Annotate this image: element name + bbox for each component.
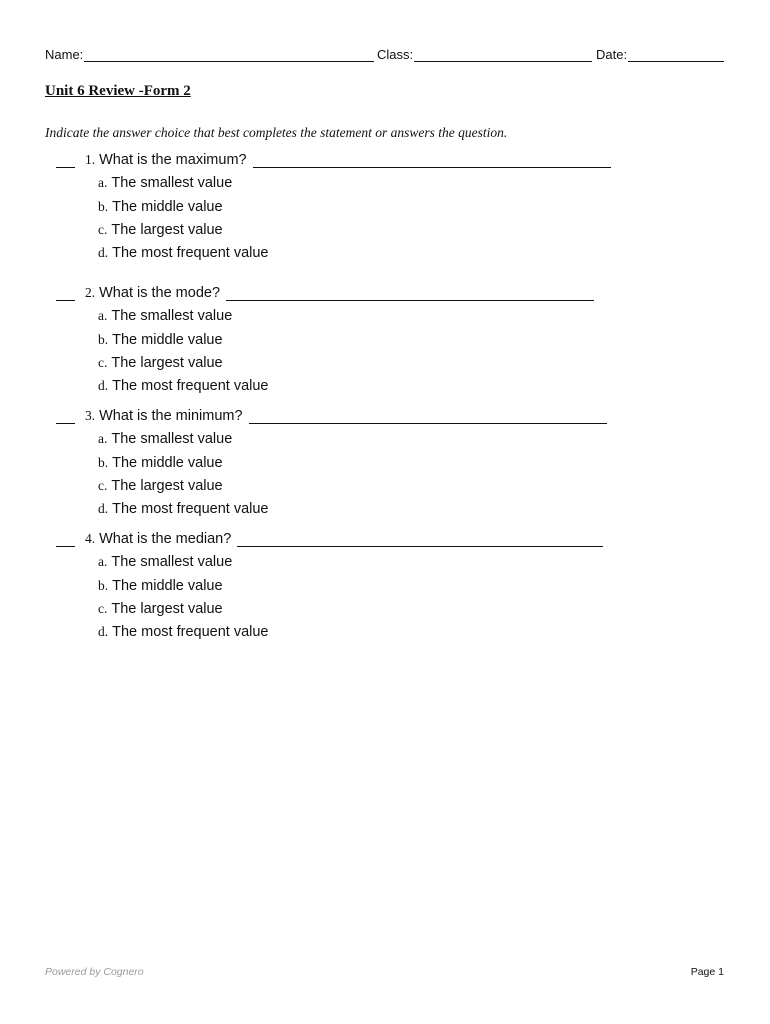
class-label: Class:	[377, 47, 414, 62]
choice-a	[98, 547, 656, 570]
question-4	[56, 527, 656, 640]
choice-letter: a.	[98, 431, 108, 447]
powered-by-text: Powered by Cognero	[45, 966, 144, 978]
choice-text: The most frequent value	[112, 501, 269, 518]
page-number: Page 1	[690, 966, 724, 978]
answer-blank[interactable]	[56, 411, 75, 424]
choice-text: The smallest value	[111, 431, 233, 448]
choice-letter: d.	[98, 378, 109, 394]
question-number: 4.	[85, 531, 96, 546]
question-line	[226, 288, 594, 301]
choice-letter: a.	[98, 554, 108, 570]
date-label: Date:	[596, 47, 628, 62]
choice-c	[98, 594, 656, 617]
name-field[interactable]	[45, 47, 374, 62]
choice-text: The middle value	[112, 198, 223, 215]
choice-text: The smallest value	[111, 175, 233, 192]
name-line[interactable]	[84, 47, 374, 62]
date-line[interactable]	[628, 47, 724, 62]
choice-letter: d.	[98, 501, 109, 517]
choice-letter: b.	[98, 331, 109, 347]
question-1	[56, 148, 656, 261]
choice-letter: c.	[98, 221, 108, 237]
choice-letter: c.	[98, 600, 108, 616]
header-fields	[45, 47, 725, 65]
choice-a	[98, 301, 656, 324]
question-number: 2.	[85, 285, 96, 300]
choice-letter: d.	[98, 245, 109, 261]
choice-a	[98, 424, 656, 447]
class-line[interactable]	[414, 47, 592, 62]
answer-blank[interactable]	[56, 155, 75, 168]
question-2	[56, 281, 656, 394]
choice-text: The largest value	[111, 600, 223, 617]
name-label: Name:	[45, 47, 84, 62]
choice-text: The smallest value	[111, 308, 233, 325]
question-line	[237, 534, 603, 547]
choice-letter: a.	[98, 308, 108, 324]
choice-letter: b.	[98, 454, 109, 470]
choice-c	[98, 471, 656, 494]
choice-a	[98, 168, 656, 191]
question-text: What is the mode?	[99, 285, 221, 301]
question-text: What is the minimum?	[99, 408, 243, 424]
page-title: Unit 6 Review -Form 2	[45, 83, 191, 99]
choice-d	[98, 238, 656, 261]
choice-letter: b.	[98, 577, 109, 593]
question-text: What is the median?	[99, 531, 232, 547]
question-3	[56, 404, 656, 517]
choice-text: The middle value	[112, 454, 223, 471]
choice-text: The largest value	[111, 354, 223, 371]
choice-d	[98, 371, 656, 394]
question-line	[249, 411, 607, 424]
date-field[interactable]	[596, 47, 724, 62]
choice-text: The middle value	[112, 331, 223, 348]
choice-letter: d.	[98, 624, 109, 640]
choice-b	[98, 570, 656, 593]
choice-d	[98, 617, 656, 640]
question-line	[253, 155, 611, 168]
question-number: 1.	[85, 152, 96, 167]
class-field[interactable]	[377, 47, 592, 62]
choice-text: The most frequent value	[112, 378, 269, 395]
choice-text: The most frequent value	[112, 245, 269, 262]
choice-b	[98, 324, 656, 347]
choice-text: The middle value	[112, 577, 223, 594]
instructions-text: Indicate the answer choice that best completes the statement or answers the question.	[45, 125, 508, 140]
choice-text: The most frequent value	[112, 624, 269, 641]
choice-text: The smallest value	[111, 554, 233, 571]
answer-blank[interactable]	[56, 534, 75, 547]
question-text: What is the maximum?	[99, 152, 247, 168]
choice-b	[98, 191, 656, 214]
choice-b	[98, 447, 656, 470]
choice-letter: b.	[98, 198, 109, 214]
answer-blank[interactable]	[56, 288, 75, 301]
choice-c	[98, 215, 656, 238]
choice-c	[98, 348, 656, 371]
choice-text: The largest value	[111, 477, 223, 494]
choice-letter: a.	[98, 175, 108, 191]
choice-letter: c.	[98, 354, 108, 370]
choice-letter: c.	[98, 477, 108, 493]
choice-text: The largest value	[111, 221, 223, 238]
question-number: 3.	[85, 408, 96, 423]
choice-d	[98, 494, 656, 517]
